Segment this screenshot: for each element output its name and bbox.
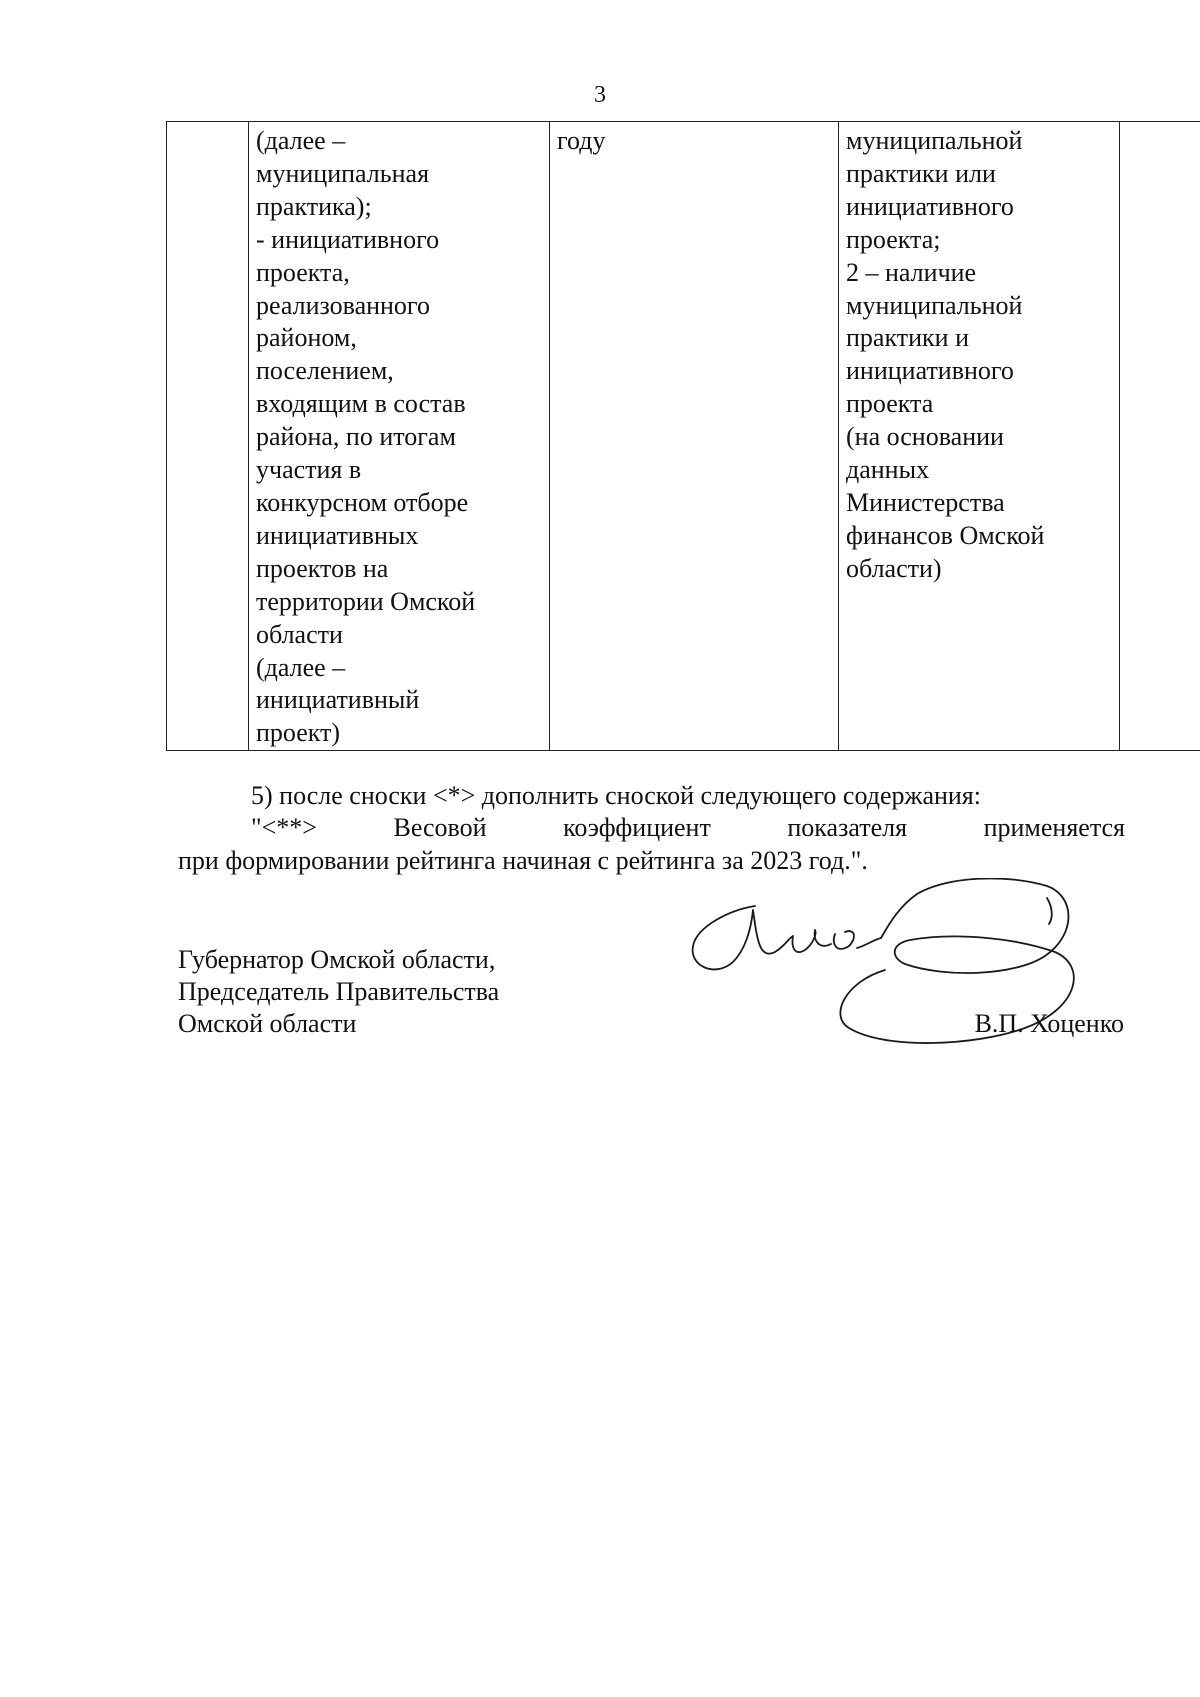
signatory-title-line: Губернатор Омской области,: [178, 945, 496, 974]
table-row: [167, 122, 1200, 751]
table-cell-indicator: (далее – муниципальная практика); - инициативного проекта, реализованного районом, поселением, входящим в состав района, по итогам участия в конкурсном отборе инициативных проектов на территории Омской области (далее – инициативный проект): [249, 122, 550, 751]
signatory-title: [178, 944, 598, 1040]
footnote-text-line-1: "<**> Весовой коэффициент показателя применяется: [251, 813, 1125, 842]
table-cell-number: [167, 122, 249, 751]
footnote-text-line-2: при формировании рейтинга начиная с рейтинга за 2023 год.".: [178, 846, 868, 875]
signatory-title-line: Председатель Правительства: [178, 977, 500, 1006]
signatory-name: В.П. Хоценко: [974, 1009, 1124, 1038]
table-cell-period: году: [550, 122, 839, 751]
table-cell-scoring: муниципальной практики или инициативного проекта; 2 – наличие муниципальной практики и инициативного проекта (на основании данных Министерства финансов Омской области): [839, 122, 1120, 751]
page-number: 3: [594, 82, 606, 108]
amendment-paragraph: 5) после сноски <*> дополнить сноской следующего содержания:: [251, 781, 981, 810]
signatory-title-line: Омской области: [178, 1009, 357, 1038]
indicator-table-continuation: [166, 121, 1200, 751]
table-cell-weight: [1120, 122, 1200, 751]
